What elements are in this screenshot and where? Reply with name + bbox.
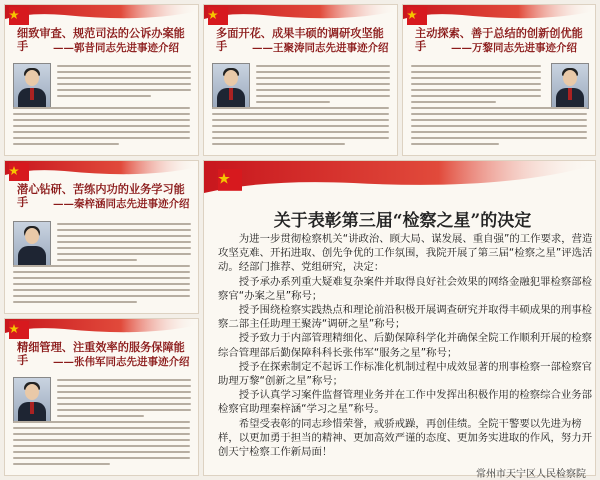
flag-icon — [218, 169, 242, 191]
portrait-photo — [13, 221, 51, 267]
portrait-photo — [551, 63, 589, 109]
portrait-photo — [212, 63, 250, 109]
panel-subtitle: ——秦梓涵同志先进事迹介绍 — [53, 198, 190, 210]
panel-title: 精细管理、注重效率的服务保障能手 — [17, 340, 185, 367]
issuer-signature: 常州市天宁区人民检察院 — [476, 469, 586, 480]
decision-body — [218, 232, 594, 459]
decision-paragraph: 授予承办系列重大疑难复杂案件并取得良好社会效果的网络金融犯罪检察部检察官“办案之星”称号； — [218, 275, 593, 302]
panel-title: 主动探索、善于总结的创新创优能手 — [415, 26, 583, 53]
decision-paragraph: 授予在探索制定不起诉工作标准化机制过程中成效显著的刑事检察一部检察官助理万黎“创新之星”称号； — [218, 360, 593, 388]
bio-text — [57, 65, 191, 101]
decision-paragraph: 为进一步贯彻检察机关“讲政治、顾大局、谋发展、重自强”的工作要求，营造攻坚克难、开拓进取、创先争优的工作氛围，我院开展了第三届“检察之星”评选活动。经部门推荐、党组研究，决定： — [218, 233, 593, 274]
panel-subtitle: ——万黎同志先进事迹介绍 — [451, 42, 577, 54]
decision-paragraph: 希望受表彰的同志珍惜荣誉，戒骄戒躁，再创佳绩。全院干警要以先进为榜样，以更加勇于担当的精神、更加高效严谨的态度、更加务实进取的作风，努力开创天宁检察工作新局面！ — [218, 417, 593, 459]
flag-icon — [9, 163, 29, 181]
flag-icon — [9, 321, 29, 339]
portrait-photo — [13, 63, 51, 109]
profile-panel-qin — [4, 160, 199, 314]
decision-paragraph: 授予围绕检察实践热点和理论前沿积极开展调查研究并取得丰硕成果的刑事检察二部主任助理王聚涛“调研之星”称号； — [218, 304, 593, 331]
panel-subtitle: ——张伟军同志先进事迹介绍 — [53, 356, 190, 368]
red-banner — [204, 161, 595, 205]
bio-text — [57, 379, 191, 421]
profile-panel-wang — [203, 4, 398, 156]
profile-panel-guo — [4, 4, 199, 156]
bio-text-more — [13, 107, 190, 149]
decision-paragraph: 授予致力于内部管理精细化、后勤保障科学化并确保全院工作顺利开展的检察综合管理部后勤保障科科长张伟军“服务之星”称号； — [218, 332, 593, 359]
bio-text — [411, 65, 541, 107]
flag-icon — [9, 7, 29, 25]
bio-text — [256, 65, 390, 107]
panel-subtitle: ——王聚涛同志先进事迹介绍 — [252, 42, 389, 54]
decision-title: 关于表彰第三届“检察之星”的决定 — [273, 211, 532, 231]
bio-text-more — [13, 421, 190, 469]
profile-panel-zhang — [4, 318, 199, 476]
panel-title: 潜心钻研、苦练内功的业务学习能手 — [17, 182, 185, 209]
flag-icon — [208, 7, 228, 25]
bio-text — [57, 223, 191, 265]
portrait-photo — [13, 377, 51, 423]
bio-text-more — [212, 107, 389, 149]
profile-panel-wan — [402, 4, 596, 156]
decision-paragraph: 授予认真学习案件监督管理业务并在工作中发挥出积极作用的检察综合业务部检察官助理秦梓涵“学习之星”称号。 — [218, 389, 593, 416]
panel-title: 细致审查、规范司法的公诉办案能手 — [17, 26, 185, 53]
flag-icon — [407, 7, 427, 25]
panel-subtitle: ——郭昔同志先进事迹介绍 — [53, 42, 179, 54]
bio-text-more — [13, 265, 190, 307]
panel-title: 多面开花、成果丰硕的调研攻坚能手 — [216, 26, 384, 53]
bio-text-more — [411, 107, 587, 149]
